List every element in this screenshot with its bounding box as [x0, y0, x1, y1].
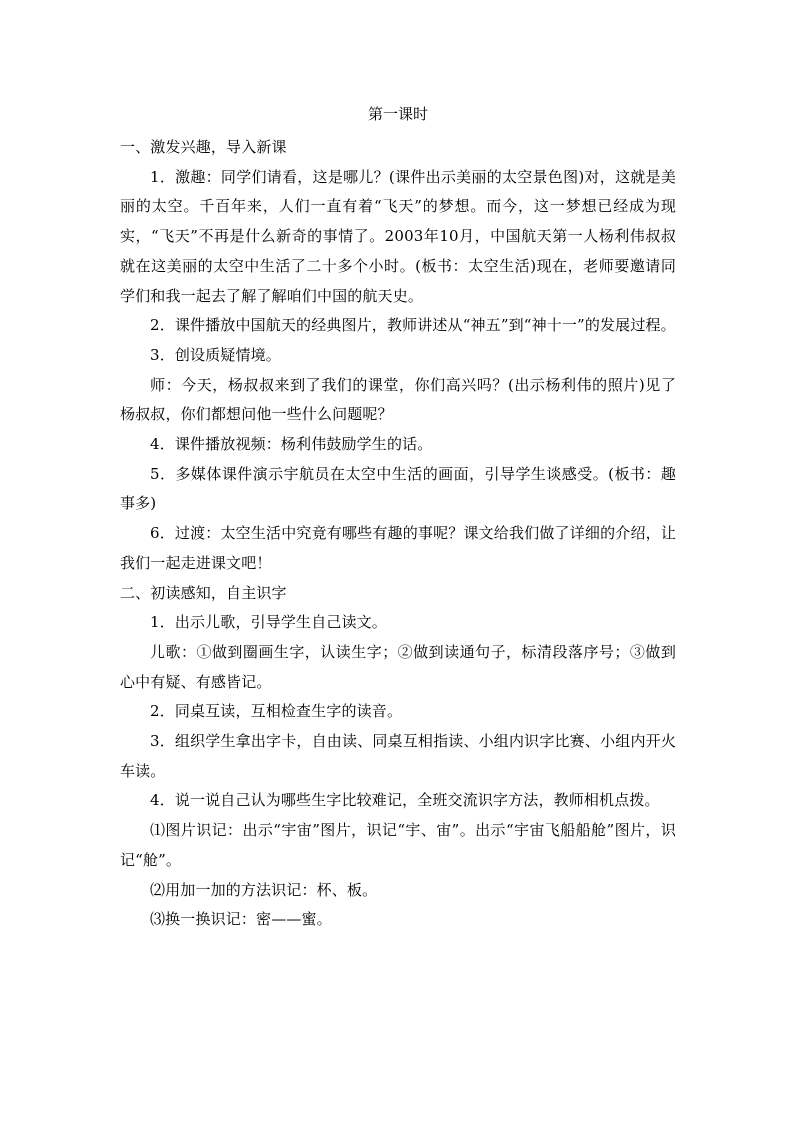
paragraph: 4．课件播放视频：杨利伟鼓励学生的话。 [150, 435, 433, 454]
paragraph: ⑶换一换识记：密——蜜。 [150, 910, 332, 929]
paragraph: 5．多媒体课件演示宇航员在太空中生活的画面，引导学生谈感受。(板书：趣事多) [120, 464, 676, 513]
paragraph: 3．创设质疑情境。 [150, 345, 281, 364]
paragraph: ⑵用加一加的方法识记：杯、板。 [150, 880, 378, 899]
paragraph: 1．出示儿歌，引导学生自己读文。 [150, 613, 387, 632]
paragraph: 师：今天，杨叔叔来到了我们的课堂，你们高兴吗？(出示杨利伟的照片)见了杨叔叔，你们都想问他一些什么问题呢？ [120, 375, 676, 424]
paragraph: 1．激趣：同学们请看，这是哪儿？(课件出示美丽的太空景色图)对，这就是美丽的太空。千百年来，人们一直有着“飞天”的梦想。而今，这一梦想已经成为现实，“飞天”不再是什么新奇的事情了。2003年10月，中国航天第一人杨利伟叔叔就在这美丽的太空中生活了二十多个小时。(板书：太空生活)现在，老师要邀请同学们和我一起去了解了解咱们中国的航天史。 [120, 167, 676, 305]
section-heading-2: 二、初读感知，自主识字 [120, 583, 287, 602]
paragraph: 6．过渡：太空生活中究竟有哪些有趣的事呢？课文给我们做了详细的介绍，让我们一起走进课文吧！ [120, 524, 676, 572]
paragraph: 4．说一说自己认为哪些生字比较难记，全班交流识字方法，教师相机点拨。 [150, 791, 660, 810]
paragraph: 2．课件播放中国航天的经典图片，教师讲述从“神五”到“神十一”的发展过程。 [150, 316, 676, 335]
document-content [120, 104, 676, 935]
paragraph: ⑴图片识记：出示“宇宙”图片，识记“宇、宙”。出示“宇宙飞船船舱”图片，识记“舱”。 [120, 821, 676, 869]
section-heading-1: 一、激发兴趣，导入新课 [120, 138, 287, 156]
page-title: 第一课时 [367, 105, 428, 123]
paragraph: 2．同桌互读，互相检查生字的读音。 [150, 702, 403, 721]
paragraph: 儿歌：①做到圈画生字，认读生字；②做到读通句子，标清段落序号；③做到心中有疑、有感皆记。 [120, 642, 676, 691]
paragraph: 3．组织学生拿出字卡，自由读、同桌互相指读、小组内识字比赛、小组内开火车读。 [120, 732, 676, 780]
